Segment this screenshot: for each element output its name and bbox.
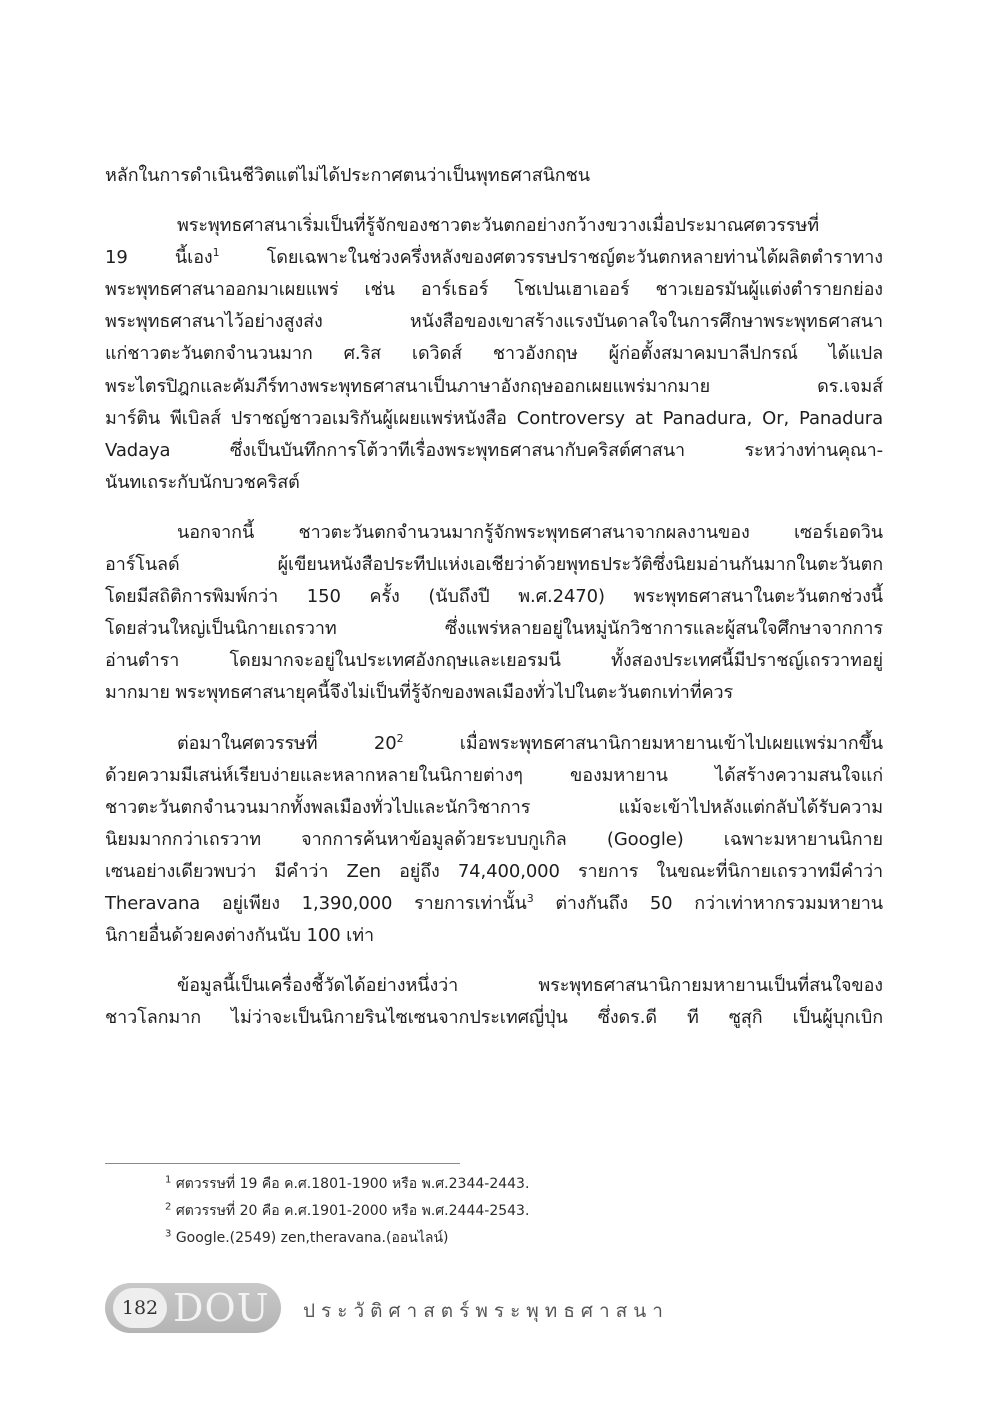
text-line: พระพุทธศาสนาเริ่มเป็นที่รู้จักของชาวตะวันตกอย่างกว้างขวางเมื่อประมาณศตวรรษที่	[177, 215, 820, 237]
text-line: มาร์ติน พีเบิลส์ ปราชญ์ชาวอเมริกันผู้เผยแพร่หนังสือ Controversy at Panadura, Or, Panadura	[105, 407, 883, 429]
page-folio	[105, 1283, 281, 1333]
text-line: นิยมมากกว่าเถรวาท จากการค้นหาข้อมูลด้วยระบบกูเกิล (Google) เฉพาะมหายานนิกาย	[105, 828, 883, 850]
footnote-ref: 1	[212, 246, 220, 260]
text-line: Theravana อยู่เพียง 1,390,000 รายการเท่านั้น$^3$ ต่างกันถึง 50 กว่าเท่าหากรวมมหายาน	[105, 891, 883, 914]
text-line: พระไตรปิฎกและคัมภีร์ทางพระพุทธศาสนาเป็นภาษาอังกฤษออกเผยแพร่มากมาย ดร.เจมส์	[105, 375, 883, 397]
footnote-ref: 3	[526, 891, 534, 905]
text-line: อ่านตำรา โดยมากจะอยู่ในประเทศอังกฤษและเยอรมนี ทั้งสองประเทศนี้มีปราชญ์เถรวาทอยู่	[105, 650, 883, 672]
paragraph-4	[105, 970, 883, 1034]
running-title: ประวัติศาสตร์พระพุทธศาสนา	[303, 1300, 669, 1322]
text-line: ชาวโลกมาก ไม่ว่าจะเป็นนิกายรินไซเซนจากประเทศญี่ปุ่น ซึ่งดร.ดี ที ซูสุกิ เป็นผู้บุกเบิก	[105, 1007, 883, 1029]
text-line: 19 นี้เอง$^1$ โดยเฉพาะในช่วงครึ่งหลังของศตวรรษปราชญ์ตะวันตกหลายท่านได้ผลิตตำราทาง	[105, 246, 883, 269]
text-line: ชาวตะวันตกจำนวนมากทั้งพลเมืองทั่วไปและนักวิชาการ แม้จะเข้าไปหลังแต่กลับได้รับความ	[105, 796, 883, 818]
text-line: เซนอย่างเดียวพบว่า มีคำว่า Zen อยู่ถึง 74,400,000 รายการ ในขณะที่นิกายเถรวาทมีคำว่า	[105, 860, 883, 882]
footnote-ref: 2	[396, 731, 404, 745]
footnote: $^3$ Google.(2549) zen,theravana.(ออนไลน์)	[165, 1228, 449, 1246]
paragraph-1	[105, 210, 883, 499]
dou-logo: DOU	[173, 1286, 270, 1330]
text-line: นอกจากนี้ ชาวตะวันตกจำนวนมากรู้จักพระพุทธศาสนาจากผลงานของ เซอร์เอดวิน	[177, 521, 883, 543]
footnotes	[165, 1171, 529, 1252]
page-number: 182	[113, 1288, 167, 1328]
text-line: พระพุทธศาสนาไว้อย่างสูงส่ง หนังสือของเขาสร้างแรงบันดาลใจในการศึกษาพระพุทธศาสนา	[105, 311, 883, 333]
footnote: $^2$ ศตวรรษที่ 20 คือ ค.ศ.1901-2000 หรือ พ.ศ.2444-2543.	[165, 1201, 530, 1219]
text-line: ข้อมูลนี้เป็นเครื่องชี้วัดได้อย่างหนึ่งว่า พระพุทธศาสนานิกายมหายานเป็นที่สนใจของ	[177, 975, 883, 997]
footnote: $^1$ ศตวรรษที่ 19 คือ ค.ศ.1801-1900 หรือ พ.ศ.2344-2443.	[165, 1174, 530, 1192]
paragraph-2	[105, 517, 883, 710]
text-line: แก่ชาวตะวันตกจำนวนมาก ศ.ริส เดวิดส์ ชาวอังกฤษ ผู้ก่อตั้งสมาคมบาลีปกรณ์ ได้แปล	[105, 343, 883, 365]
text-line: นันทเถระกับนักบวชคริสต์	[105, 471, 300, 493]
paragraph-3	[105, 728, 883, 953]
text-line: Vadaya ซึ่งเป็นบันทึกการโต้วาทีเรื่องพระพุทธศาสนากับคริสต์ศาสนา ระหว่างท่านคุณา-	[105, 439, 883, 461]
text-line: โดยส่วนใหญ่เป็นนิกายเถรวาท ซึ่งแพร่หลายอยู่ในหมู่นักวิชาการและผู้สนใจศึกษาจากการ	[105, 618, 883, 640]
body-text	[105, 160, 883, 1034]
text-line: หลักในการดำเนินชีวิตแต่ไม่ได้ประกาศตนว่าเป็นพุทธศาสนิกชน	[105, 165, 590, 186]
text-line: ต่อมาในศตวรรษที่ $20^2$ เมื่อพระพุทธศาสนานิกายมหายานเข้าไปเผยแพร่มากขึ้น	[177, 731, 883, 754]
text-line: พระพุทธศาสนาออกมาเผยแพร่ เช่น อาร์เธอร์ โชเปนเฮาเออร์ ชาวเยอรมันผู้แต่งตำรายกย่อง	[105, 279, 883, 301]
text-line: โดยมีสถิติการพิมพ์กว่า 150 ครั้ง (นับถึงปี พ.ศ.2470) พระพุทธศาสนาในตะวันตกช่วงนี้	[105, 586, 883, 608]
text-line: นิกายอื่นด้วยคงต่างกันนับ 100 เท่า	[105, 925, 374, 947]
text-line: มากมาย พระพุทธศาสนายุคนี้จึงไม่เป็นที่รู้จักของพลเมืองทั่วไปในตะวันตกเท่าที่ควร	[105, 682, 734, 704]
footnote-divider	[105, 1163, 460, 1164]
text-line: อาร์โนลด์ ผู้เขียนหนังสือประทีปแห่งเอเชียว่าด้วยพุทธประวัติซึ่งนิยมอ่านกันมากในตะวันตก	[105, 554, 883, 576]
text-line: ด้วยความมีเสน่ห์เรียบง่ายและหลากหลายในนิกายต่างๆ ของมหายาน ได้สร้างความสนใจแก่	[105, 764, 883, 786]
